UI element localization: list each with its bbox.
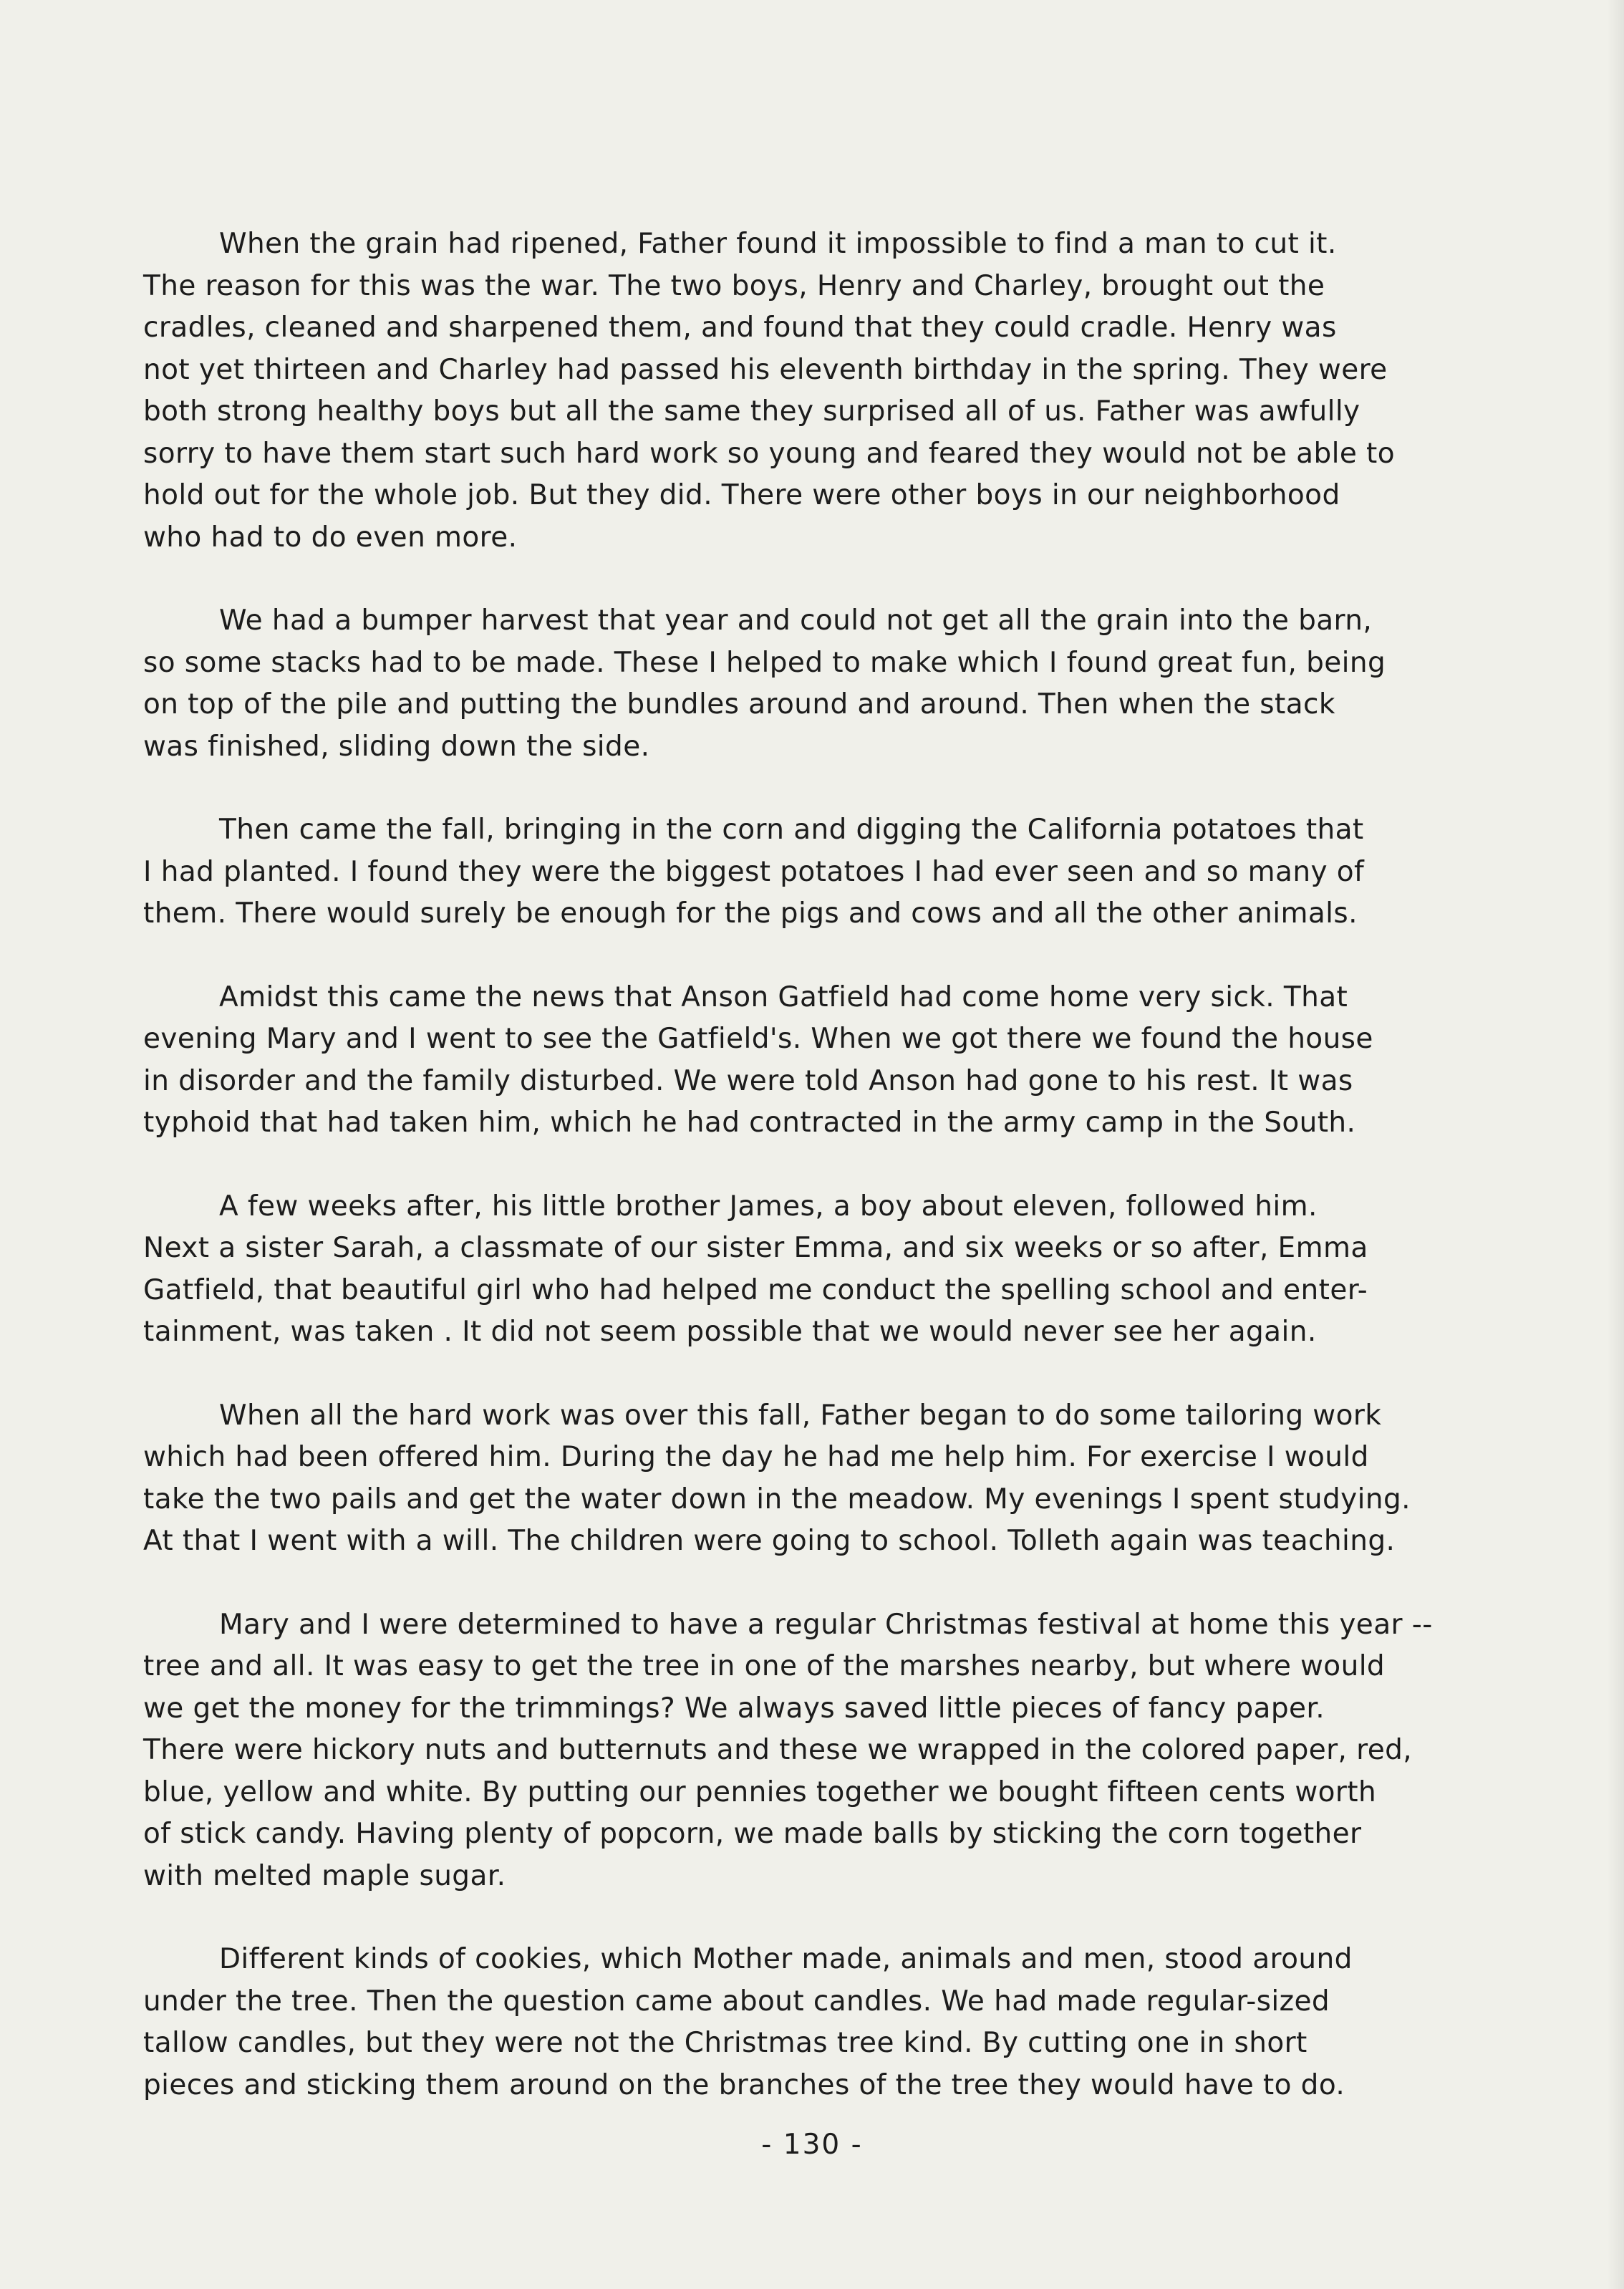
text-line: which had been offered him. During the day he had me help him. For exercise I would	[143, 1441, 1369, 1473]
text-line: cradles, cleaned and sharpened them, and found that they could cradle. Henry was	[143, 312, 1337, 344]
text-line: them. There would surely be enough for the pigs and cows and all the other animals.	[143, 897, 1358, 930]
text-line: Next a sister Sarah, a classmate of our sister Emma, and six weeks or so after, Emma	[143, 1232, 1368, 1264]
text-line: take the two pails and get the water down in the meadow. My evenings I spent studying.	[143, 1483, 1411, 1515]
text-line: we get the money for the trimmings? We always saved little pieces of fancy paper.	[143, 1692, 1325, 1725]
text-line: The reason for this was the war. The two boys, Henry and Charley, brought out the	[143, 269, 1325, 302]
text-line: Mary and I were determined to have a regular Christmas festival at home this year --	[219, 1608, 1433, 1641]
paragraph-5	[143, 1186, 1525, 1354]
page-number: - 130 -	[761, 2129, 863, 2161]
text-line: who had to do even more.	[143, 521, 518, 554]
text-line: both strong healthy boys but all the same they surprised all of us. Father was awfully	[143, 395, 1360, 428]
text-line: At that I went with a will. The children were going to school. Tolleth again was teaching.	[143, 1525, 1396, 1557]
text-line: We had a bumper harvest that year and could not get all the grain into the barn,	[219, 604, 1373, 637]
text-line: blue, yellow and white. By putting our pennies together we bought fifteen cents worth	[143, 1775, 1377, 1808]
text-line: pieces and sticking them around on the branches of the tree they would have to do.	[143, 2068, 1345, 2101]
paragraph-3	[143, 809, 1525, 935]
text-line: Amidst this came the news that Anson Gatfield had come home very sick. That	[219, 980, 1348, 1013]
text-line: under the tree. Then the question came about candles. We had made regular-sized	[143, 1985, 1330, 2018]
text-line: with melted maple sugar.	[143, 1859, 506, 1892]
paragraph-8	[143, 1939, 1525, 2106]
text-line: typhoid that had taken him, which he had contracted in the army camp in the South.	[143, 1107, 1356, 1139]
text-line: in disorder and the family disturbed. We were told Anson had gone to his rest. It was	[143, 1064, 1353, 1097]
text-line: was finished, sliding down the side.	[143, 730, 650, 763]
text-line: not yet thirteen and Charley had passed his eleventh birthday in the spring. They were	[143, 353, 1388, 386]
text-line: of stick candy. Having plenty of popcorn, we made balls by sticking the corn together	[143, 1818, 1362, 1850]
text-line: Then came the fall, bringing in the corn and digging the California potatoes that	[219, 814, 1364, 846]
text-line: hold out for the whole job. But they did. There were other boys in our neighborhood	[143, 479, 1340, 511]
paragraph-1	[143, 223, 1525, 559]
text-line: Gatfield, that beautiful girl who had helped me conduct the spelling school and enter-	[143, 1273, 1368, 1306]
text-line: tainment, was taken . It did not seem possible that we would never see her again.	[143, 1316, 1317, 1348]
text-line: tallow candles, but they were not the Christmas tree kind. By cutting one in short	[143, 2027, 1308, 2059]
text-line: sorry to have them start such hard work so young and feared they would not be able to	[143, 437, 1395, 470]
paragraph-2	[143, 600, 1525, 768]
text-line: There were hickory nuts and butternuts and these we wrapped in the colored paper, red,	[143, 1734, 1413, 1766]
text-line: tree and all. It was easy to get the tree in one of the marshes nearby, but where would	[143, 1650, 1386, 1682]
text-line: When all the hard work was over this fall, Father began to do some tailoring work	[219, 1399, 1382, 1432]
paragraph-6	[143, 1395, 1525, 1563]
text-line: evening Mary and I went to see the Gatfield's. When we got there we found the house	[143, 1023, 1373, 1055]
text-line: on top of the pile and putting the bundles around and around. Then when the stack	[143, 688, 1335, 721]
body-text	[143, 223, 1525, 2148]
paragraph-4	[143, 977, 1525, 1144]
text-line: Different kinds of cookies, which Mother made, animals and men, stood around	[219, 1943, 1353, 1975]
text-line: so some stacks had to be made. These I helped to make which I found great fun, being	[143, 646, 1386, 679]
text-line: A few weeks after, his little brother James, a boy about eleven, followed him.	[219, 1190, 1318, 1223]
page-edge-shadow	[1607, 0, 1624, 2289]
paragraph-7	[143, 1604, 1525, 1898]
text-line: When the grain had ripened, Father found it impossible to find a man to cut it.	[219, 228, 1337, 260]
text-line: I had planted. I found they were the biggest potatoes I had ever seen and so many of	[143, 855, 1365, 888]
